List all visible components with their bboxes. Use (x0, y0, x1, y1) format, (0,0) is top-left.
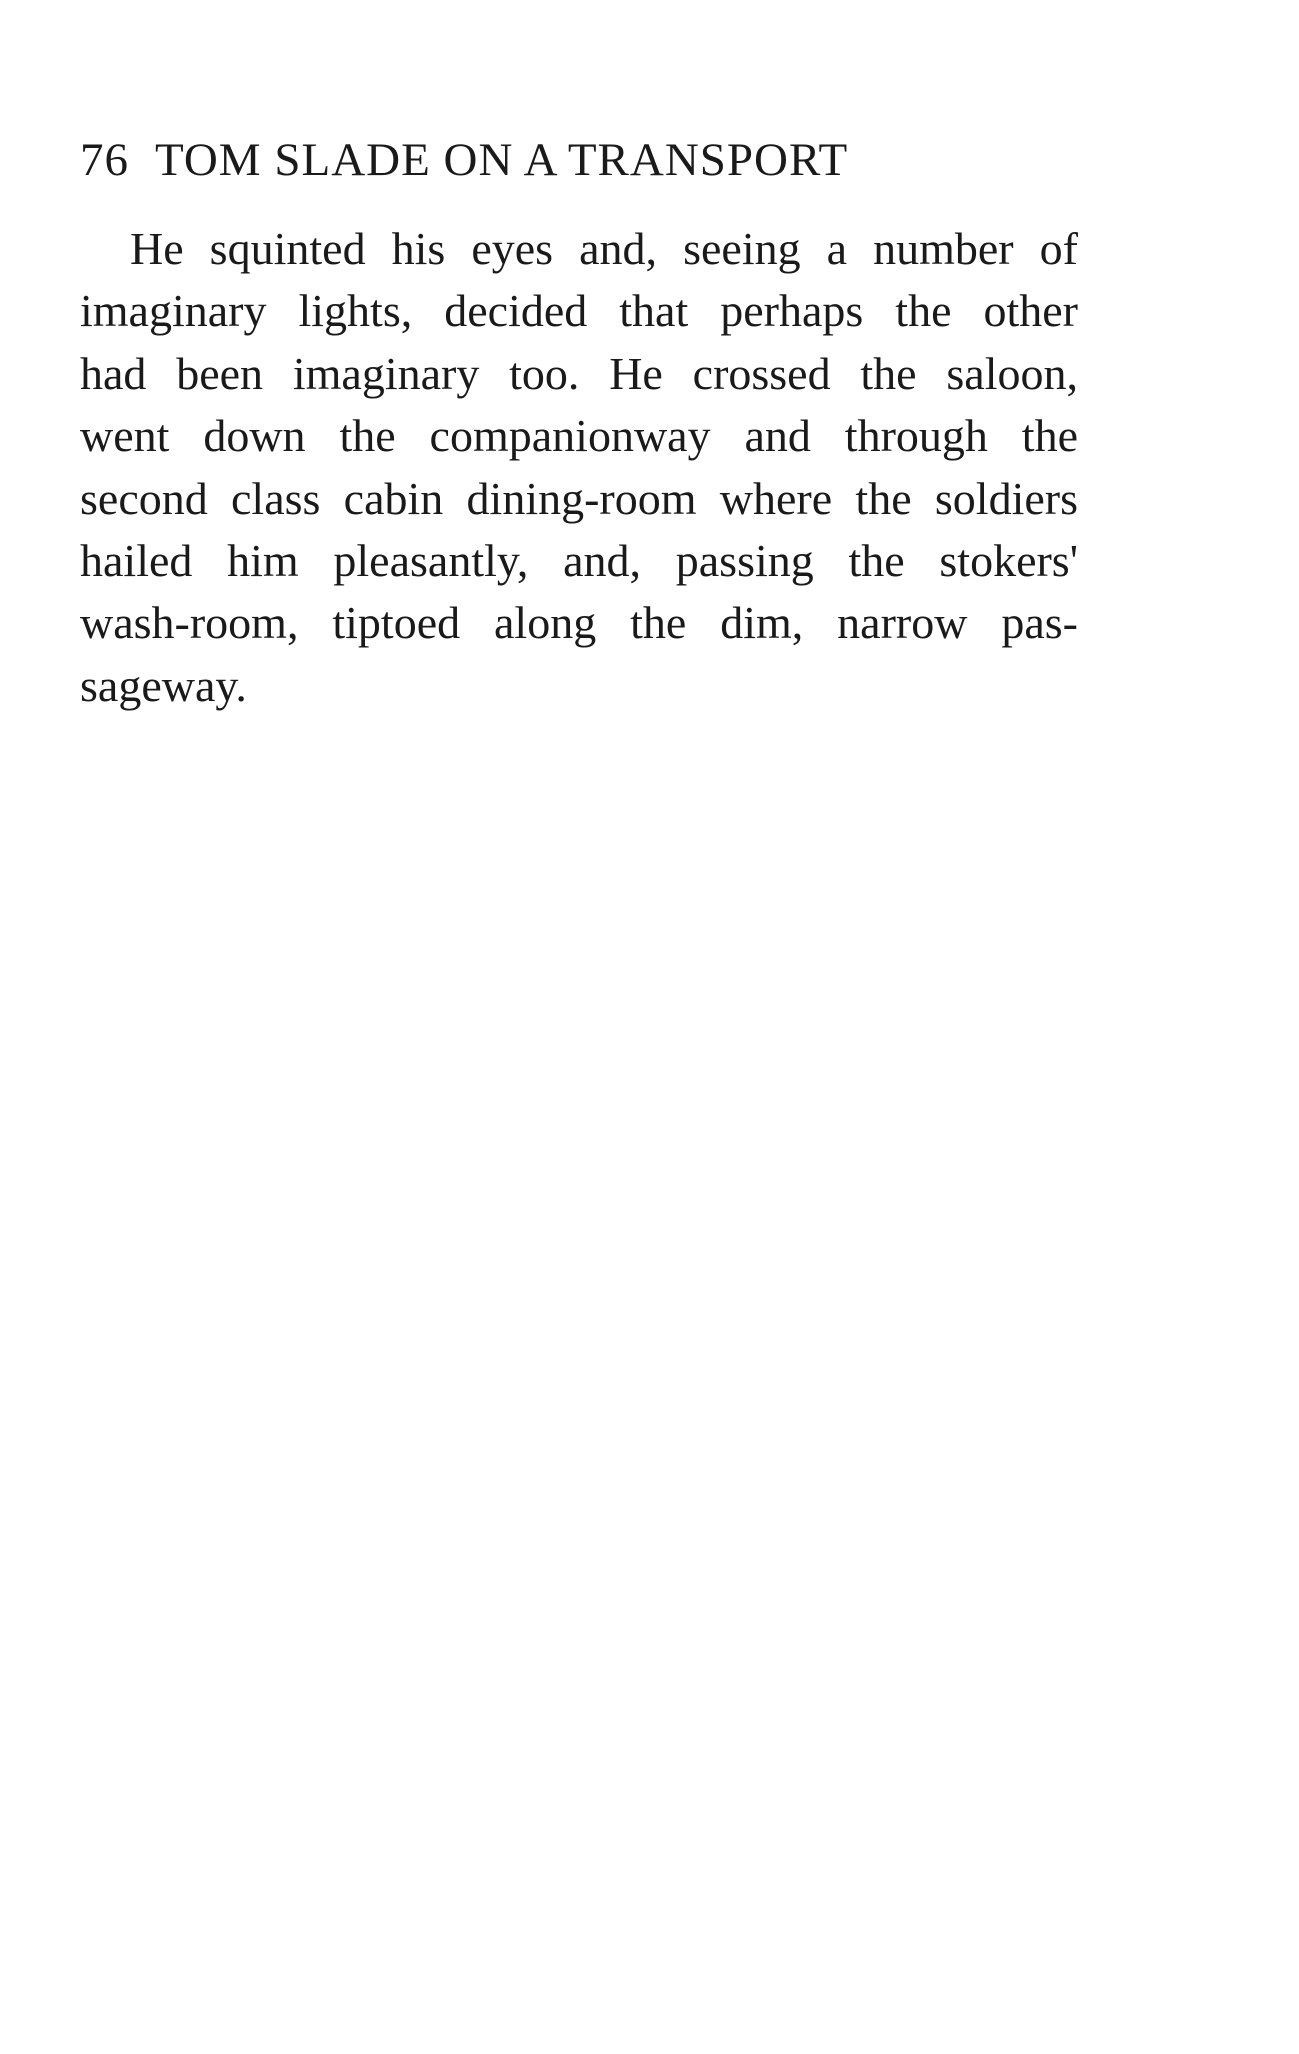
running-head (80, 130, 1080, 190)
paragraph (80, 218, 1078, 717)
running-title: TOM SLADE ON A TRANSPORT (155, 134, 849, 186)
paragraph-line: had been imaginary too. He crossed the saloon, (80, 347, 1078, 399)
paragraph-line: wash-room, tiptoed along the dim, narrow pas- (80, 597, 1078, 649)
paragraph-line: second class cabin dining-room where the soldiers (80, 472, 1078, 524)
paragraph-line: hailed him pleasantly, and, passing the stokers' (80, 535, 1078, 587)
page-number: 76 (80, 134, 129, 186)
paragraph-line: went down the companionway and through the (80, 410, 1078, 462)
paragraph-line: He squinted his eyes and, seeing a number of (130, 223, 1078, 274)
paragraph-line: sageway. (80, 659, 247, 711)
paragraph-line: imaginary lights, decided that perhaps the other (80, 285, 1078, 337)
